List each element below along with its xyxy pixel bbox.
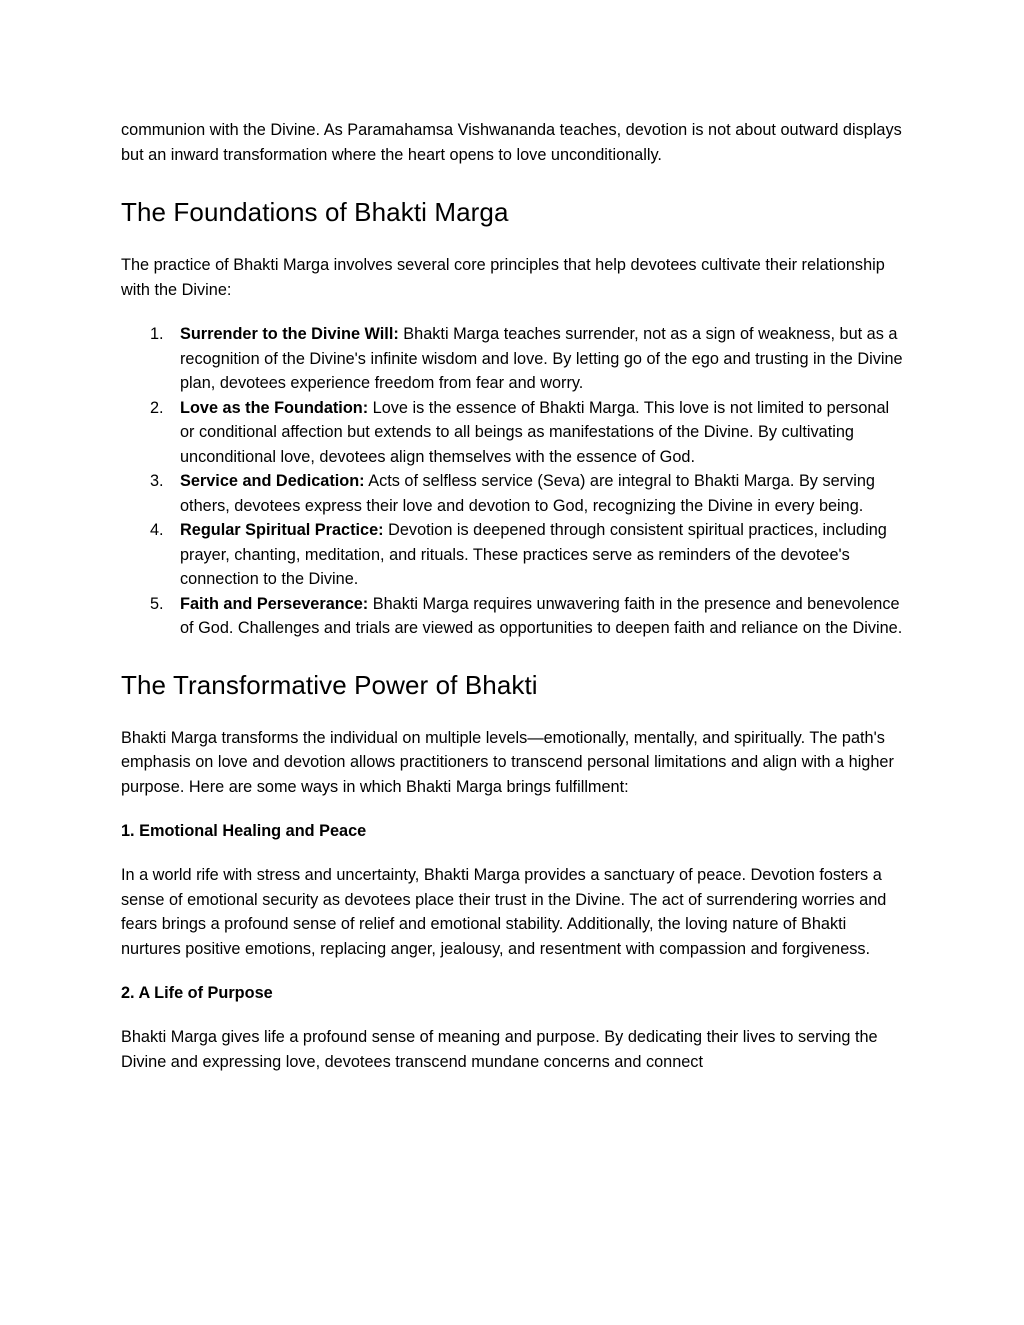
list-item-text: Devotion is deepened through consistent spiritual practices, including prayer, chanting, meditation, and rituals. These practices serve as reminders of the devotee's connection to the Divine. xyxy=(180,521,887,588)
principles-list xyxy=(121,322,908,641)
list-item xyxy=(121,469,908,518)
list-item-term: Service and Dedication: xyxy=(180,472,365,490)
list-item xyxy=(121,396,908,470)
list-item-term: Faith and Perseverance: xyxy=(180,594,369,613)
foundations-heading: The Foundations of Bhakti Marga xyxy=(121,197,509,227)
life-of-purpose-subheading: 2. A Life of Purpose xyxy=(121,984,273,1002)
life-of-purpose-paragraph: Bhakti Marga gives life a profound sense of meaning and purpose. By dedicating their lives to serving the Divine and expressing love, devotees transcend mundane concerns and connect xyxy=(121,1028,878,1071)
list-item xyxy=(121,518,908,592)
list-item-number: 1. xyxy=(150,325,164,343)
list-item-text: Bhakti Marga requires unwavering faith in the presence and benevolence of God. Challenges and trials are viewed as opportunities to deepen faith and reliance on the Divine. xyxy=(180,594,903,637)
list-item-number: 2. xyxy=(150,398,164,417)
list-item-term: Regular Spiritual Practice: xyxy=(180,521,384,539)
list-item-text: Love is the essence of Bhakti Marga. This love is not limited to personal or conditional affection but extends to all beings as manifestations of the Divine. By cultivating unconditional love, devotees align themselves with the essence of God. xyxy=(180,398,890,466)
list-item-number: 5. xyxy=(150,594,164,613)
list-item-text: Acts of selfless service (Seva) are integral to Bhakti Marga. By serving others, devotees express their love and devotion to God, recognizing the Divine in every being. xyxy=(180,472,875,515)
emotional-healing-paragraph: In a world rife with stress and uncertainty, Bhakti Marga provides a sanctuary of peace. Devotion fosters a sense of emotional security as devotees place their trust in the Divine. The act of surrendering worries and fears brings a profound sense of relief and emotional stability. Additionally, the loving nature of Bhakti nurtures positive emotions, replacing anger, jealousy, and resentment with compassion and forgiveness. xyxy=(121,866,887,958)
list-item xyxy=(121,322,908,396)
list-item-number: 3. xyxy=(150,472,164,490)
list-item-term: Love as the Foundation: xyxy=(180,398,369,417)
list-item-number: 4. xyxy=(150,521,164,539)
foundations-lead-paragraph: The practice of Bhakti Marga involves several core principles that help devotees cultivate their relationship with the Divine: xyxy=(121,256,885,299)
intro-paragraph: communion with the Divine. As Paramahamsa Vishwananda teaches, devotion is not about outward displays but an inward transformation where the heart opens to love unconditionally. xyxy=(121,121,902,164)
transformative-lead-paragraph: Bhakti Marga transforms the individual on multiple levels—emotionally, mentally, and spiritually. The path's emphasis on love and devotion allows practitioners to transcend personal limitations and align with a higher purpose. Here are some ways in which Bhakti Marga brings fulfillment: xyxy=(121,728,894,796)
transformative-heading: The Transformative Power of Bhakti xyxy=(121,669,538,700)
list-item-term: Surrender to the Divine Will: xyxy=(180,325,399,343)
list-item-text: Bhakti Marga teaches surrender, not as a sign of weakness, but as a recognition of the Divine's infinite wisdom and love. By letting go of the ego and trusting in the Divine plan, devotees experience freedom from fear and worry. xyxy=(180,325,903,392)
emotional-healing-subheading: 1. Emotional Healing and Peace xyxy=(121,822,367,840)
list-item xyxy=(121,592,908,641)
